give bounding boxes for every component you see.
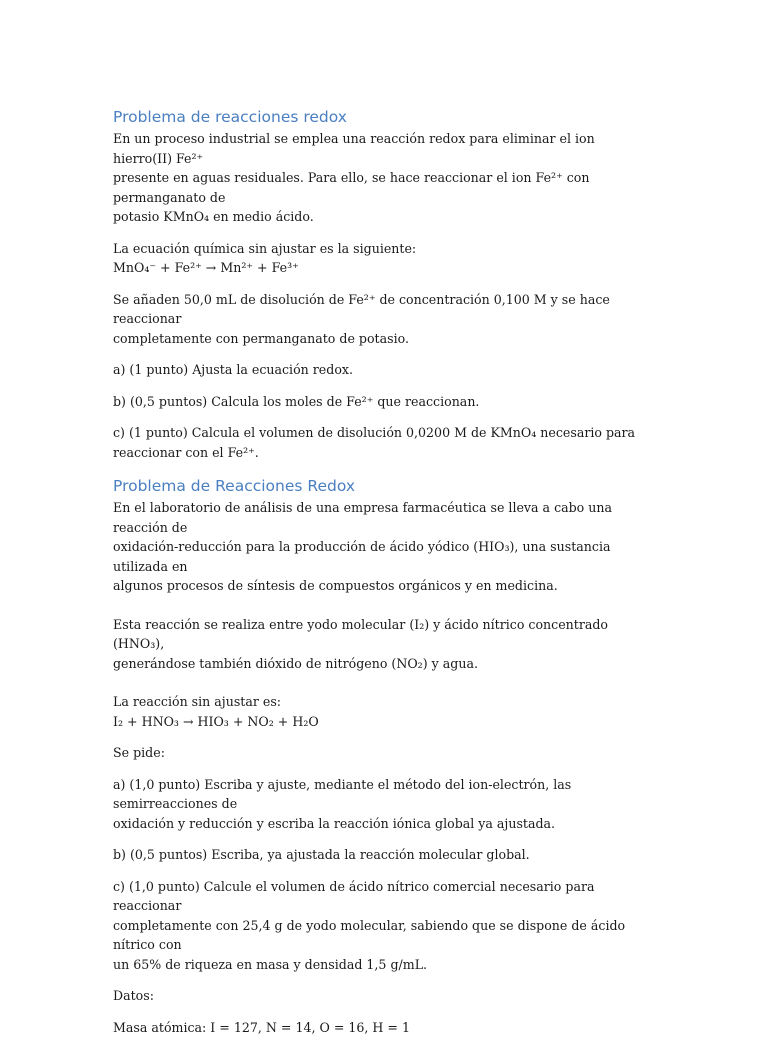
section2-question-a: a) (1,0 punto) Escriba y ajuste, mediante el método del ion-electrón, las semirreacciones de oxidación y reducción y escriba la reacción iónica global ya ajustada. [113,775,653,834]
section1-question-b: b) (0,5 puntos) Calcula los moles de Fe²⁺ que reaccionan. [113,392,653,412]
section2-equation: I₂ + HNO₃ → HIO₃ + NO₂ + H₂O [113,712,653,732]
section1-intro: En un proceso industrial se emplea una reacción redox para eliminar el ion hierro(II) Fe²⁺ presente en aguas residuales. Para ello, se hace reaccionar el ion Fe²⁺ con permanganato de potasio KMnO₄ en medio ácido. [113,129,653,227]
section1-setup: Se añaden 50,0 mL de disolución de Fe²⁺ de concentración 0,100 M y se hace reaccionar completamente con permanganato de potasio. [113,290,653,349]
section2-equation-label: La reacción sin ajustar es: [113,692,653,712]
section1-title: Problema de reacciones redox [113,106,653,128]
document-page [113,106,653,1037]
section1-equation: MnO₄⁻ + Fe²⁺ → Mn²⁺ + Fe³⁺ [113,258,653,278]
section2-question-c: c) (1,0 punto) Calcule el volumen de ácido nítrico comercial necesario para reaccionar completamente con 25,4 g de yodo molecular, sabiendo que se dispone de ácido nítrico con un 65% de riqueza en masa y densidad 1,5 g/mL. [113,877,653,975]
section2-reaction-description: Esta reacción se realiza entre yodo molecular (I₂) y ácido nítrico concentrado (HNO₃), generándose también dióxido de nitrógeno (NO₂) y agua. [113,615,653,674]
section2-ask: Se pide: [113,743,653,763]
section2-question-b: b) (0,5 puntos) Escriba, ya ajustada la reacción molecular global. [113,845,653,865]
section1-question-c: c) (1 punto) Calcula el volumen de disolución 0,0200 M de KMnO₄ necesario para reaccionar con el Fe²⁺. [113,423,653,462]
section1-question-a: a) (1 punto) Ajusta la ecuación redox. [113,360,653,380]
section2-atomic-mass: Masa atómica: I = 127, N = 14, O = 16, H = 1 [113,1018,653,1037]
section1-equation-label: La ecuación química sin ajustar es la siguiente: [113,239,653,259]
section2-intro: En el laboratorio de análisis de una empresa farmacéutica se lleva a cabo una reacción de oxidación-reducción para la producción de ácido yódico (HIO₃), una sustancia utilizada en algunos procesos de síntesis de compuestos orgánicos y en medicina. [113,498,653,596]
section2-title: Problema de Reacciones Redox [113,475,653,497]
section2-data-label: Datos: [113,986,653,1006]
